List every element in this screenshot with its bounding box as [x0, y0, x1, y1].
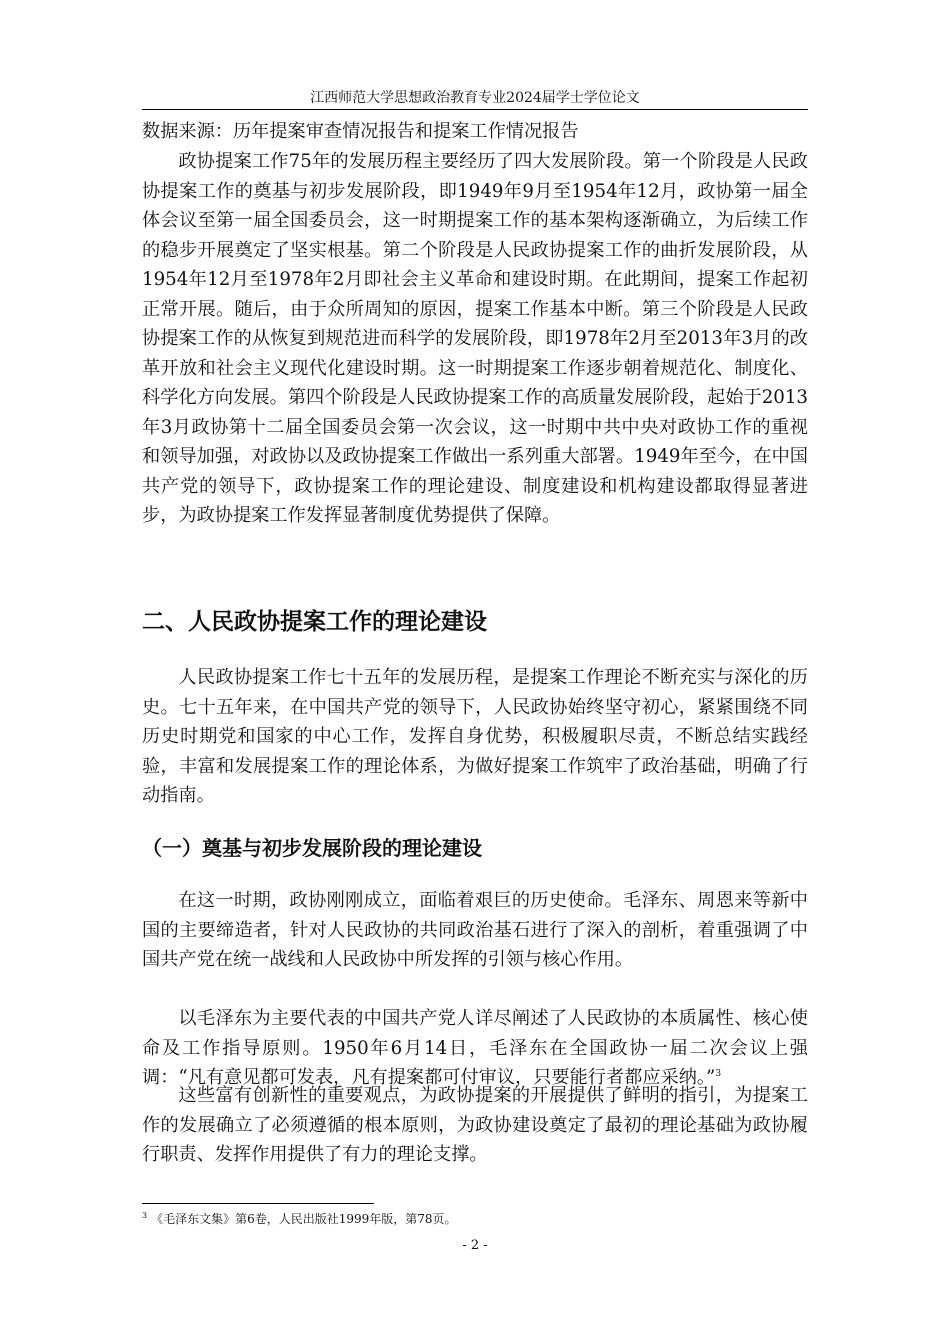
footnote [142, 1210, 808, 1228]
running-header: 江西师范大学思想政治教育专业2024届学士学位论文 [310, 90, 640, 106]
data-source-line: 数据来源：历年提案审查情况报告和提案工作情况报告 [142, 121, 579, 142]
subsection-paragraph-3: 这些富有创新性的重要观点，为政协提案的开展提供了鲜明的指引，为提案工作的发展确立了必须遵循的根本原则，为政协建设奠定了最初的理论基础为政协履行职责、发挥作用提供了有力的理论支撑。 [142, 1085, 808, 1165]
intro-paragraph: 政协提案工作75年的发展历程主要经历了四大发展阶段。第一个阶段是人民政协提案工作的奠基与初步发展阶段，即1949年9月至1954年12月，政协第一届全体会议至第一届全国委员会，这一时期提案工作的基本架构逐渐确立，为后续工作的稳步开展奠定了坚实根基。第二个阶段是人民政协提案工作的曲折发展阶段，从1954年12月至1978年2月即社会主义革命和建设时期。在此期间，提案工作起初正常开展。随后，由于众所周知的原因，提案工作基本中断。第三个阶段是人民政协提案工作的从恢复到规范进而科学的发展阶段，即1978年2月至2013年3月的改革开放和社会主义现代化建设时期。这一时期提案工作逐步朝着规范化、制度化、科学化方向发展。第四个阶段是人民政协提案工作的高质量发展阶段，起始于2013年3月政协第十二届全国委员会第一次会议，这一时期中共中央对政协工作的重视和领导加强，对政协以及政协提案工作做出一系列重大部署。1949年至今，在中国共产党的领导下，政协提案工作的理论建设、制度建设和机构建设都取得显著进步，为政协提案工作发挥显著制度优势提供了保障。 [142, 151, 808, 526]
quote-text: 以毛泽东为主要代表的中国共产党人详尽阐述了人民政协的本质属性、核心使命及工作指导原则。1950年6月14日，毛泽东在全国政协一届二次会议上强调：“凡有意见都可发表，凡有提案都可付审议，只要能行者都应采纳。” [142, 1008, 808, 1088]
subsection-paragraph-1: 在这一时期，政协刚刚成立，面临着艰巨的历史使命。毛泽东、周恩来等新中国的主要缔造者，针对人民政协的共同政治基石进行了深入的剖析，着重强调了中国共产党在统一战线和人民政协中所发挥的引领与核心作用。 [142, 890, 808, 970]
footnote-rule [142, 1203, 374, 1204]
subsection-heading: （一）奠基与初步发展阶段的理论建设 [142, 836, 482, 860]
subsection-paragraph-2 [142, 1004, 808, 1093]
section-heading: 二、人民政协提案工作的理论建设 [142, 609, 487, 635]
footnote-text: 《毛泽东文集》第6卷，人民出版社1999年版，第78页。 [151, 1212, 457, 1226]
footnote-mark: 3 [142, 1211, 148, 1220]
footnote-reference[interactable]: 3 [715, 1068, 722, 1079]
page-number: - 2 - [462, 1238, 488, 1253]
section-paragraph: 人民政协提案工作七十五年的发展历程，是提案工作理论不断充实与深化的历史。七十五年来，在中国共产党的领导下，人民政协始终坚守初心，紧紧围绕不同历史时期党和国家的中心工作，发挥自身优势，积极履职尽责，不断总结实践经验，丰富和发展提案工作的理论体系，为做好提案工作筑牢了政治基础，明确了行动指南。 [142, 667, 808, 806]
header-rule [142, 109, 808, 110]
